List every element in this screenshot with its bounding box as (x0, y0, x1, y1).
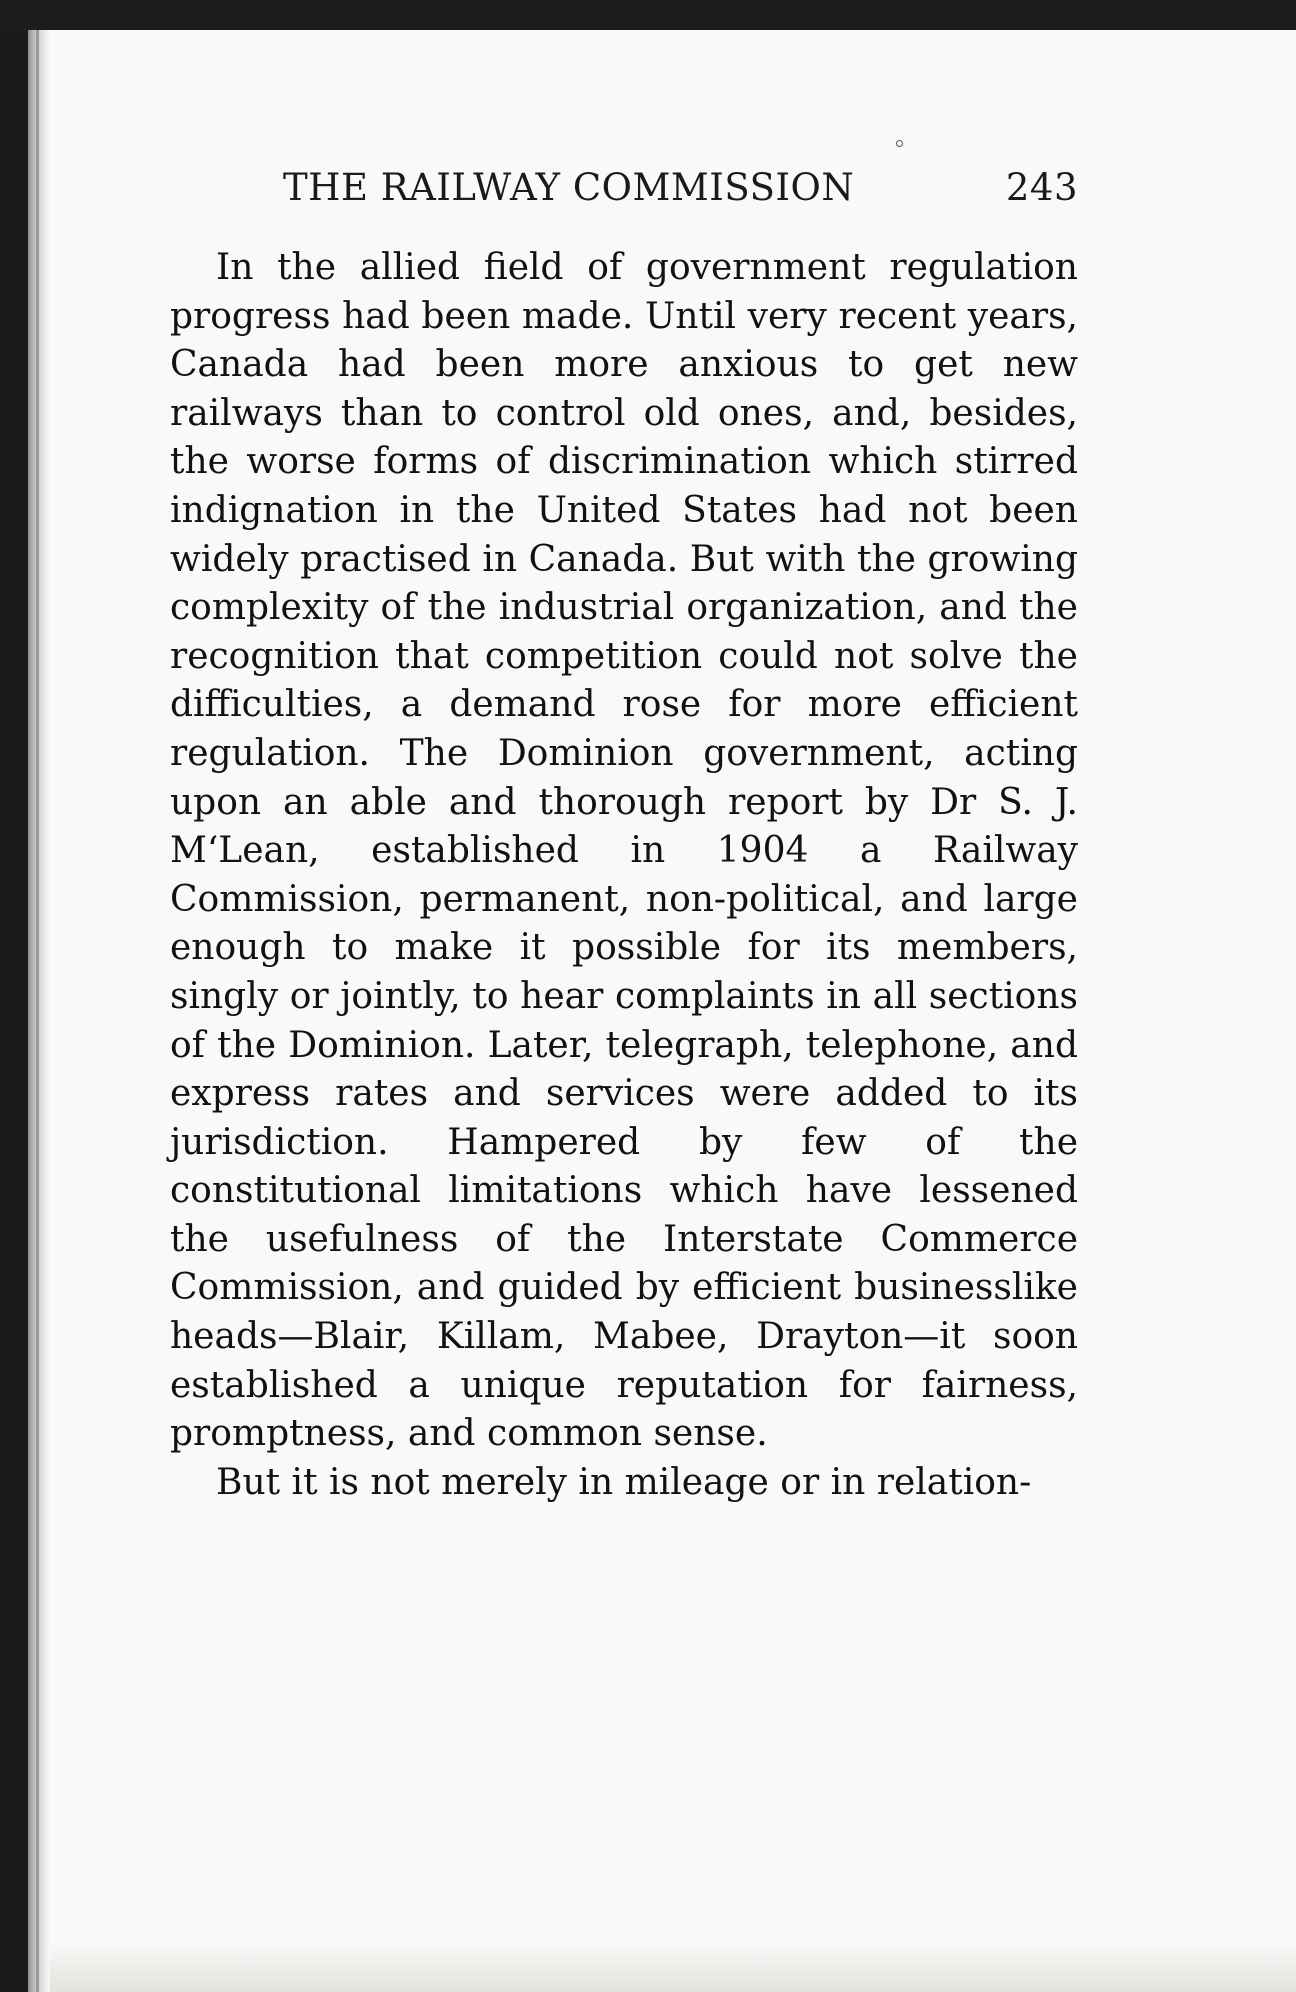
body-text (170, 244, 1078, 1507)
paragraph-continuation: But it is not merely in mileage or in relation- (216, 1461, 1032, 1503)
page-gutter (28, 30, 50, 1992)
print-speck-mark (896, 140, 903, 147)
page-number: 243 (1005, 166, 1078, 209)
scan-border-top (0, 0, 1296, 32)
running-header (283, 166, 1078, 216)
running-title: THE RAILWAY COMMISSION (283, 166, 855, 209)
paragraph-regulation: In the allied field of government regulation progress had been made. Until very recent years, Canada had been more anxious to get new railways than to control old ones, and, besides, the worse forms of discrimination which stirred indignation in the United States had not been widely practised in Canada. But with the growing complexity of the industrial organization, and the recognition that competition could not solve the difficulties, a demand rose for more efficient regulation. The Dominion government, acting upon an able and thorough report by Dr S. J. M‘Lean, established in 1904 a Railway Commission, permanent, non-political, and large enough to make it possible for its members, singly or jointly, to hear complaints in all sections of the Dominion. Later, telegraph, telephone, and express rates and services were added to its jurisdiction. Hampered by few of the constitutional limitations which have lessened the usefulness of the Interstate Commerce Commission, and guided by efficient businesslike heads—Blair, Killam, Mabee, Drayton—it soon established a unique reputation for fairness, promptness, and common sense. (170, 247, 1078, 1455)
gutter-edge-line (36, 30, 39, 1992)
page-bottom-shadow (50, 1940, 1296, 1992)
